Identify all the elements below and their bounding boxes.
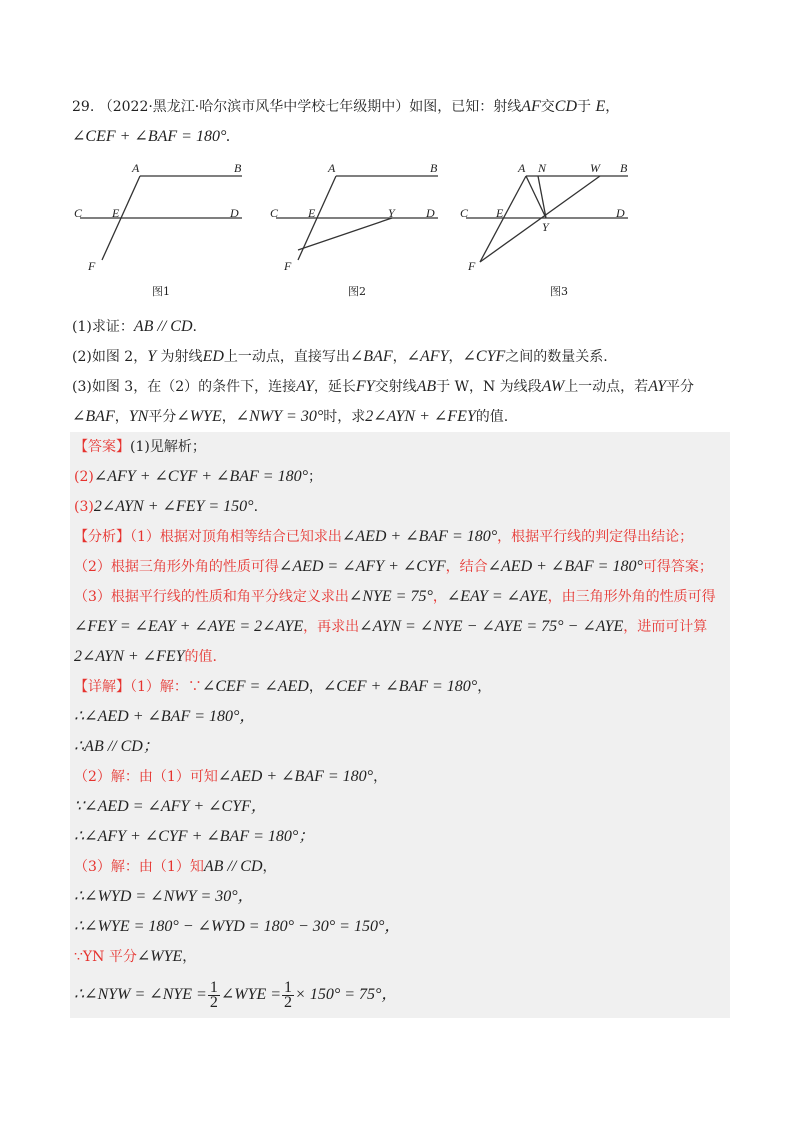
detail-tag: 【详解】: [74, 679, 130, 695]
detail-line-9: ∴∠WYE = 180° − ∠WYD = 180° − 30° = 150°，: [74, 918, 401, 935]
fraction-half-2: $\frac{1}{2}$: [284, 978, 293, 1011]
question-line-1: 29. （2022·黑龙江·哈尔滨市风华中学校七年级期中）如图，已知：射线AF交CD于 E，: [72, 98, 620, 115]
fig2-label-a: A: [328, 161, 336, 175]
fig3-label-y: Y: [542, 220, 549, 234]
fig1-label-d: D: [230, 206, 239, 220]
fig1-label-b: B: [234, 161, 242, 175]
answer-line-1: 【答案】(1)见解析；: [74, 439, 206, 455]
detail-line-10: ∵YN 平分∠WYE，: [74, 948, 197, 965]
detail-line-8: ∴∠WYD = ∠NWY = 30°，: [74, 888, 254, 905]
fig3-label-w: W: [590, 161, 600, 175]
detail-line-5: ∵∠AED = ∠AFY + ∠CYF，: [74, 798, 267, 815]
fig2-label-c: C: [270, 206, 279, 220]
analysis-line-2: （2）根据三角形外角的性质可得∠AED = ∠AFY + ∠CYF，结合∠AED + ∠BAF = 180°可得答案；: [74, 558, 713, 575]
fig2-label-e: E: [308, 206, 316, 220]
detail-line-2: ∴∠AED + ∠BAF = 180°，: [74, 708, 256, 725]
detail-line-6: ∴∠AFY + ∠CYF + ∠BAF = 180°；: [74, 828, 315, 845]
fig1-label-e: E: [112, 206, 120, 220]
fig1-caption: 图1: [152, 285, 170, 298]
question-number: 29.: [72, 99, 95, 115]
detail-line-11: ∴∠NYW = ∠NYE = $\frac{1}{2}$ ∠WYE = $\frac{1}{2}$ × 150° = 75°，: [74, 978, 398, 1011]
fig1-label-a: A: [132, 161, 140, 175]
fig1-label-c: C: [74, 206, 83, 220]
detail-line-4: （2）解：由（1）可知∠AED + ∠BAF = 180°，: [74, 768, 388, 785]
detail-line-1: 【详解】（1）解：∵∠CEF = ∠AED，∠CEF + ∠BAF = 180°，: [74, 678, 492, 695]
part-2: (2)如图 2，Y 为射线ED上一动点，直接写出∠BAF，∠AFY，∠CYF之间的数量关系.: [72, 348, 608, 365]
page-content: [72, 92, 728, 1018]
analysis-line-5: 2∠AYN + ∠FEY的值.: [74, 648, 217, 665]
fig2-caption: 图2: [348, 285, 366, 298]
analysis-line-1: 【分析】（1）根据对顶角相等结合已知求出∠AED + ∠BAF = 180°，根据平行线的判定得出结论；: [74, 528, 694, 545]
part-1: (1)求证：AB // CD.: [72, 318, 197, 335]
part-3-line-1: (3)如图 3，在（2）的条件下，连接AY，延长FY交射线AB于 W，N 为线段AW上一动点，若AY平分: [72, 378, 694, 395]
question-condition: ∠CEF + ∠BAF = 180°.: [72, 128, 231, 145]
analysis-tag: 【分析】: [74, 529, 130, 545]
fig3-caption: 图3: [550, 285, 568, 298]
fig3-label-n: N: [538, 161, 547, 175]
fraction-half-1: $\frac{1}{2}$: [209, 978, 218, 1011]
fig3-label-c: C: [460, 206, 469, 220]
detail-line-7: （3）解：由（1）知AB // CD，: [74, 858, 277, 875]
answer-block: [70, 432, 730, 1018]
fig3-label-f: F: [468, 259, 476, 273]
answer-line-3: (3)2∠AYN + ∠FEY = 150°.: [74, 498, 259, 515]
fig3-label-a: A: [518, 161, 526, 175]
figure-2: [268, 158, 448, 310]
figure-1: [72, 158, 252, 310]
fig3-label-e: E: [496, 206, 504, 220]
fig2-label-d: D: [426, 206, 435, 220]
answer-line-2: (2)∠AFY + ∠CYF + ∠BAF = 180°；: [74, 468, 322, 485]
part-3-line-2: ∠BAF，YN平分∠WYE，∠NWY = 30°时，求2∠AYN + ∠FEY的值.: [72, 408, 509, 425]
question-source: （2022·黑龙江·哈尔滨市风华中学校七年级期中）: [98, 99, 410, 115]
fig2-label-f: F: [284, 259, 292, 273]
analysis-line-4: ∠FEY = ∠EAY + ∠AYE = 2∠AYE，再求出∠AYN = ∠NYE − ∠AYE = 75° − ∠AYE，进而可计算: [74, 618, 708, 635]
fig2-label-b: B: [430, 161, 438, 175]
answer-tag: 【答案】: [74, 439, 130, 455]
detail-line-3: ∴AB // CD；: [74, 738, 159, 755]
analysis-line-3: （3）根据平行线的性质和角平分线定义求出∠NYE = 75°，∠EAY = ∠AYE，由三角形外角的性质可得: [74, 588, 716, 605]
fig3-label-b: B: [620, 161, 628, 175]
figure-3: [458, 158, 638, 310]
fig2-label-y: Y: [388, 206, 395, 220]
fig1-label-f: F: [88, 259, 96, 273]
fig3-label-d: D: [616, 206, 625, 220]
figure-row: [72, 158, 728, 308]
